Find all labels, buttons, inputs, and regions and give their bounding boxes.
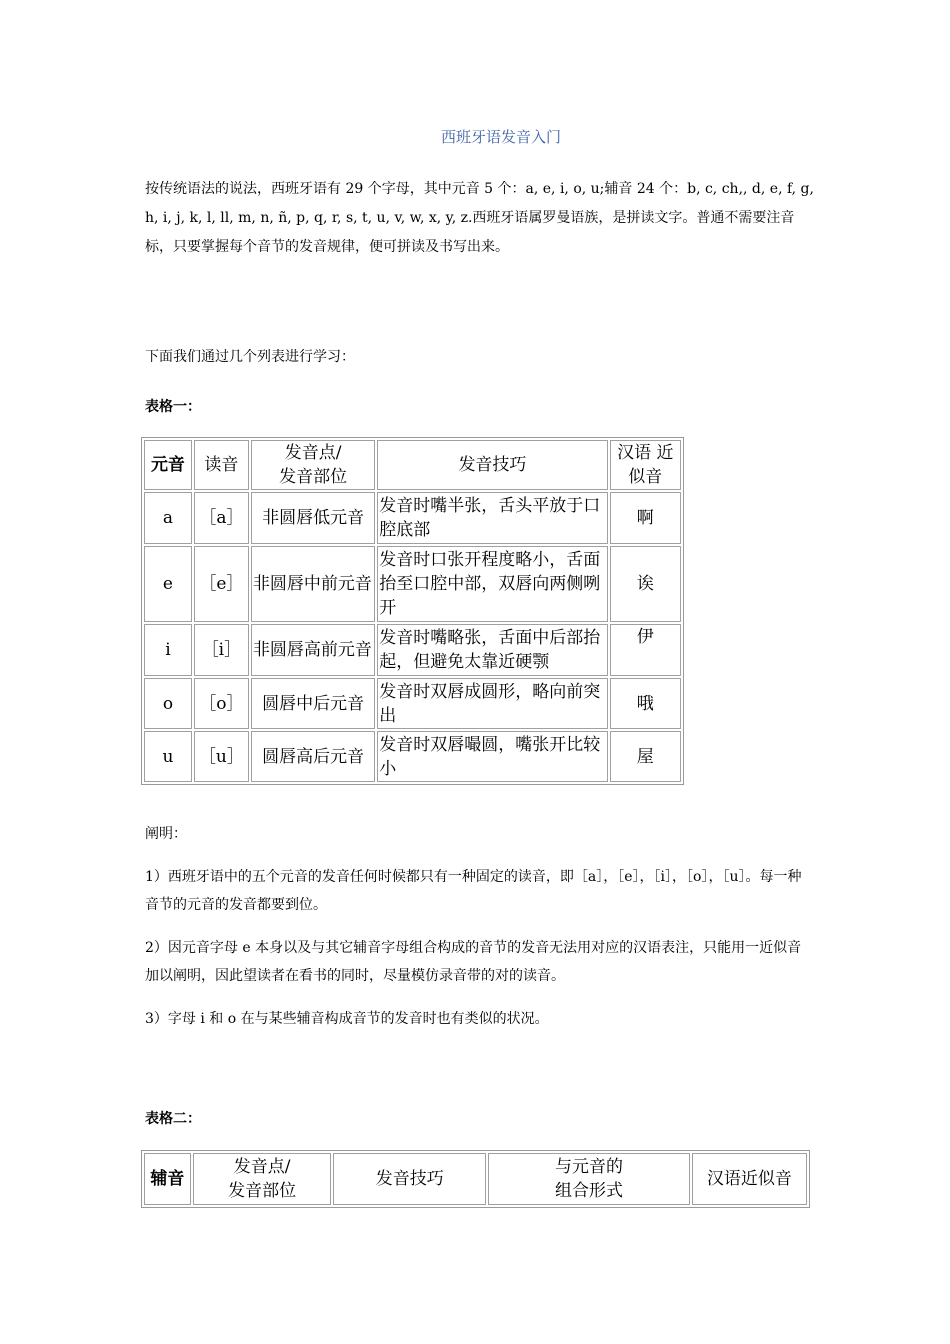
header-cell: 汉语近似音 [692, 1153, 807, 1205]
table-cell: 非圆唇高前元音 [251, 624, 375, 676]
consonant-table-header-row [144, 1153, 807, 1205]
note-item: 2）因元音字母 e 本身以及与其它辅音字母组合构成的音节的发音无法用对应的汉语表注，只能用一近似音加以阐明，因此望读者在看书的同时，尽量模仿录音带的对的读音。 [145, 940, 802, 984]
header-cell: 汉语 近似音 [610, 440, 681, 490]
table-row [144, 492, 681, 544]
table-cell: 发音时口张开程度略小，舌面抬至口腔中部，双唇向两侧咧开 [377, 546, 607, 622]
header-cell: 发音技巧 [377, 440, 607, 490]
intro-text: 按传统语法的说法，西班牙语有 29 个字母，其中元音 5 个：a, e, i, o, u;辅音 24 个：b, c, ch,, d, e, f, g, h, i, j, k, l, ll, m, n, ñ, p, q, r, s, t, u, v, w, x, y, z.西班牙语属罗曼语族，是拼读文字。普通不需要注音标，只要掌握每个音节的发音规律，便可拼读及书写出来。 [145, 181, 814, 255]
table-cell: 非圆唇低元音 [251, 492, 375, 544]
table-cell: 发音时双唇成圆形，略向前突出 [377, 678, 607, 729]
intro-paragraph [145, 175, 815, 262]
table-cell: e [144, 546, 192, 622]
lead-text: 下面我们通过几个列表进行学习： [145, 349, 355, 365]
table-row [144, 546, 681, 622]
vowel-table-header-row [144, 440, 681, 490]
table-cell: 哦 [610, 678, 681, 729]
table-cell: ［u］ [194, 731, 249, 782]
table-cell: 伊 [610, 624, 681, 676]
header-cell: 发音技巧 [333, 1153, 486, 1205]
header-cell: 发音点/ 发音部位 [251, 440, 375, 490]
table-cell: 发音时嘴半张，舌头平放于口腔底部 [377, 492, 607, 544]
note-item: 3）字母 i 和 o 在与某些辅音构成音节的发音时也有类似的状况。 [145, 1011, 549, 1027]
table-cell: 啊 [610, 492, 681, 544]
consonant-table [141, 1150, 810, 1208]
table-cell: 屋 [610, 731, 681, 782]
table-cell: 圆唇中后元音 [251, 678, 375, 729]
note-item: 1）西班牙语中的五个元音的发音任何时候都只有一种固定的读音，即［a］，［e］，［i］，［o］，［u］。每一种音节的元音的发音都要到位。 [145, 869, 802, 913]
table-cell: a [144, 492, 192, 544]
header-cell: 与元音的 组合形式 [488, 1153, 690, 1205]
table-cell: ［e］ [194, 546, 249, 622]
header-cell: 读音 [194, 440, 249, 490]
vowel-table [141, 437, 684, 785]
table-cell: 圆唇高后元音 [251, 731, 375, 782]
table-row [144, 678, 681, 729]
notes-heading: 阐明： [145, 826, 187, 842]
notes-section [145, 820, 815, 1033]
table-row [144, 624, 681, 676]
table2-heading: 表格二： [145, 1111, 201, 1127]
table-cell: ［o］ [194, 678, 249, 729]
header-cell: 元音 [144, 440, 192, 490]
table-cell: 发音时双唇嘬圆，嘴张开比较小 [377, 731, 607, 782]
table-cell: 诶 [610, 546, 681, 622]
page-title: 西班牙语发音入门 [440, 128, 561, 146]
header-cell: 发音点/ 发音部位 [193, 1153, 332, 1205]
table-cell: ［i］ [194, 624, 249, 676]
table1-heading: 表格一： [145, 399, 201, 415]
table-row [144, 731, 681, 782]
table-cell: ［a］ [194, 492, 249, 544]
table-cell: u [144, 731, 192, 782]
table-cell: o [144, 678, 192, 729]
table-cell: 非圆唇中前元音 [251, 546, 375, 622]
table-cell: 发音时嘴略张，舌面中后部抬起，但避免太靠近硬颚 [377, 624, 607, 676]
table-cell: i [144, 624, 192, 676]
header-cell: 辅音 [144, 1153, 191, 1205]
